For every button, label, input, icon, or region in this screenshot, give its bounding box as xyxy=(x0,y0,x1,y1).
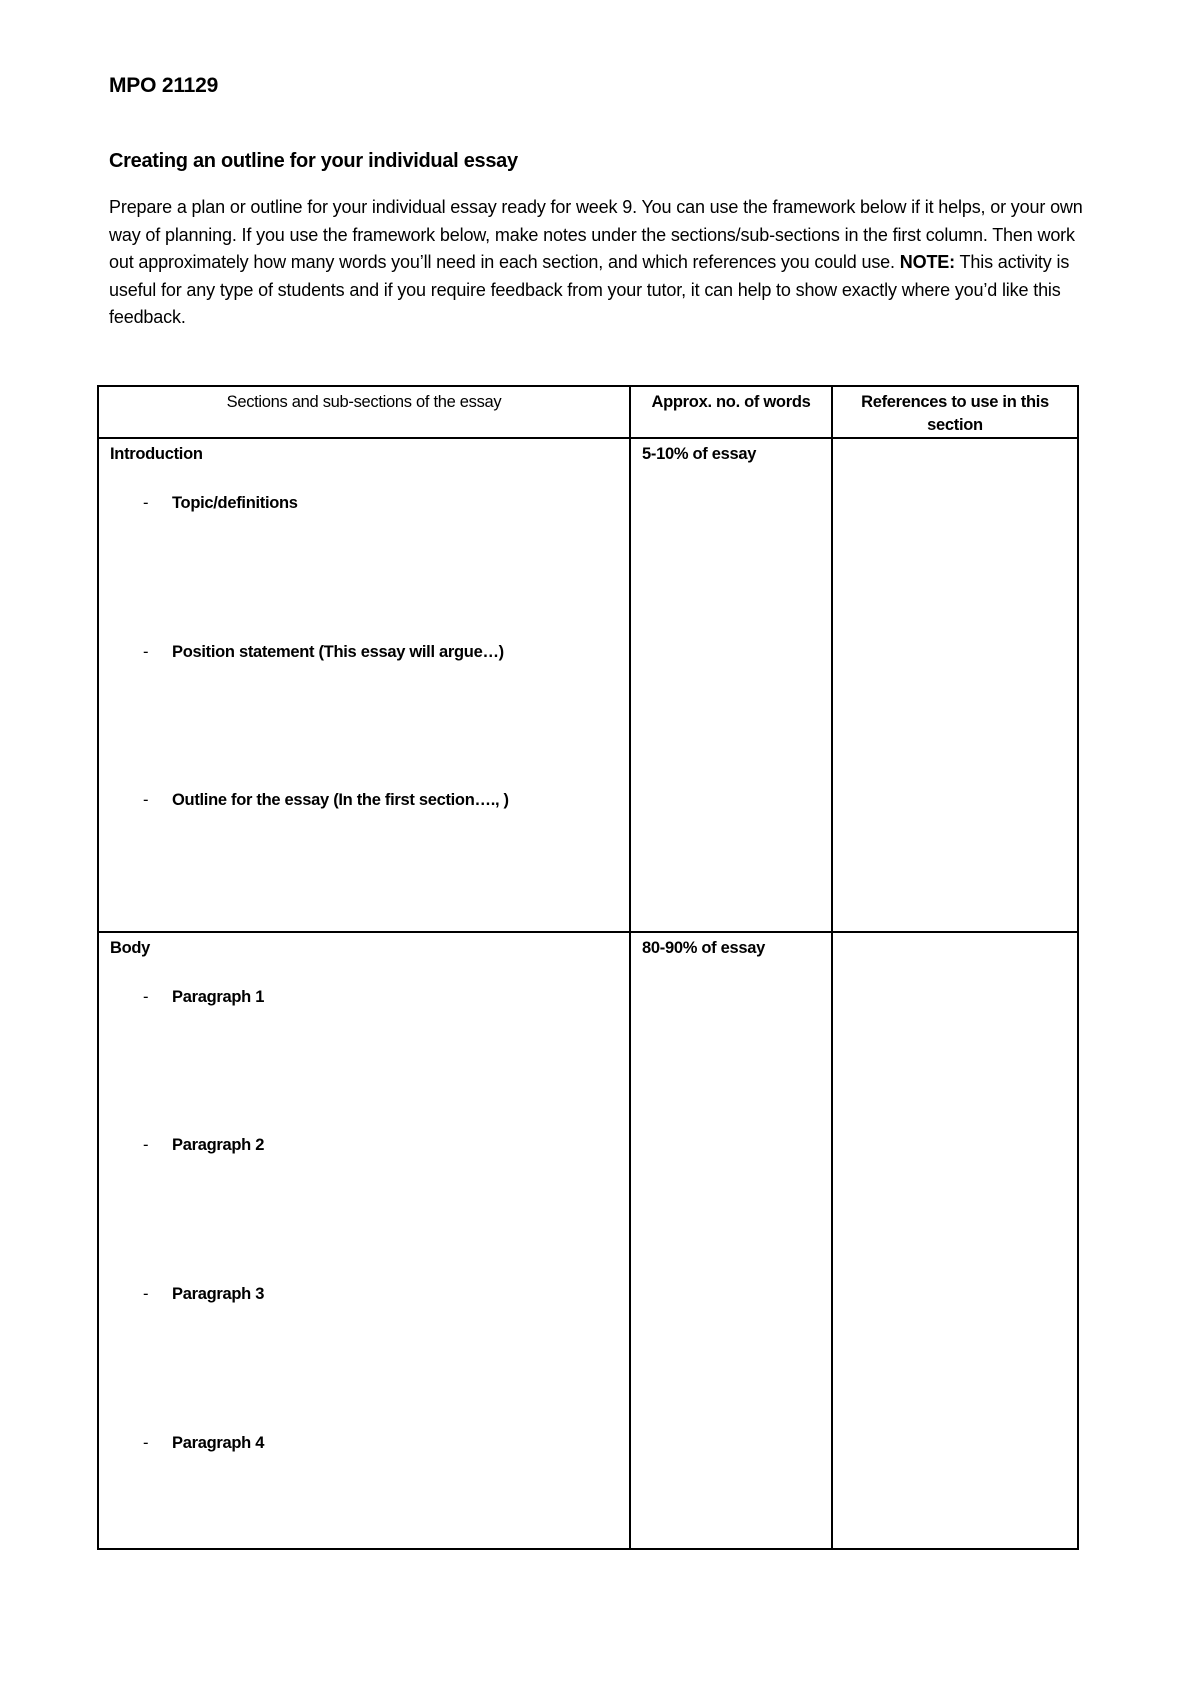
section-label-body: Body xyxy=(110,939,151,957)
sub-item xyxy=(110,1431,618,1455)
sub-item-label: Position statement (This essay will argue…) xyxy=(172,643,504,661)
sub-item-label: Paragraph 4 xyxy=(172,1434,265,1452)
sub-item xyxy=(110,985,618,1009)
sub-item xyxy=(110,788,618,812)
body-words-cell[interactable] xyxy=(630,932,832,1549)
outline-table xyxy=(97,385,1079,1550)
bullet-dash: - xyxy=(143,1285,149,1303)
instructions-text: Prepare a plan or outline for your individual essay ready for week 9. You can use the framework below if it helps, or your own way of planning. If you use the framework below, make notes under the sections/sub-sections in the first column. Then work out approximately how many words you’ll need in each section, and which references you could use. xyxy=(109,197,1083,272)
words-body: 80-90% of essay xyxy=(642,939,765,957)
bullet-dash: - xyxy=(143,1434,149,1452)
bullet-dash: - xyxy=(143,791,149,809)
sub-item xyxy=(110,491,618,515)
header-approx-words: Approx. no. of words xyxy=(630,386,832,438)
sub-item-label: Topic/definitions xyxy=(172,494,298,512)
instructions-note-text: This activity is useful for any type of students and if you require feedback from your tutor, it can help to show exactly where you’d like this feedback. xyxy=(109,252,1070,327)
introduction-cell[interactable] xyxy=(98,438,630,932)
page-title: Creating an outline for your individual essay xyxy=(109,150,518,172)
bullet-dash: - xyxy=(143,494,149,512)
sub-item xyxy=(110,640,618,664)
header-sections: Sections and sub-sections of the essay xyxy=(98,386,630,438)
course-code: MPO 21129 xyxy=(109,74,219,97)
section-label-introduction: Introduction xyxy=(110,445,203,463)
sub-item-label: Paragraph 2 xyxy=(172,1136,265,1154)
note-label: NOTE: xyxy=(899,252,956,272)
words-introduction: 5-10% of essay xyxy=(642,445,757,463)
sub-item xyxy=(110,1282,618,1306)
sub-item xyxy=(110,1133,618,1157)
header-references: References to use in this section xyxy=(832,386,1078,438)
introduction-words-cell[interactable] xyxy=(630,438,832,932)
sub-item-label: Paragraph 1 xyxy=(172,988,265,1006)
body-cell[interactable] xyxy=(98,932,630,1549)
bullet-dash: - xyxy=(143,643,149,661)
table-header-row xyxy=(98,386,1078,438)
sub-item-label: Paragraph 3 xyxy=(172,1285,265,1303)
instructions-paragraph xyxy=(109,194,1099,332)
bullet-dash: - xyxy=(143,1136,149,1154)
table-row xyxy=(98,438,1078,932)
table-row xyxy=(98,932,1078,1549)
sub-item-label: Outline for the essay (In the first section…., ) xyxy=(172,791,509,809)
body-references-cell[interactable] xyxy=(832,932,1078,1549)
bullet-dash: - xyxy=(143,988,149,1006)
introduction-references-cell[interactable] xyxy=(832,438,1078,932)
